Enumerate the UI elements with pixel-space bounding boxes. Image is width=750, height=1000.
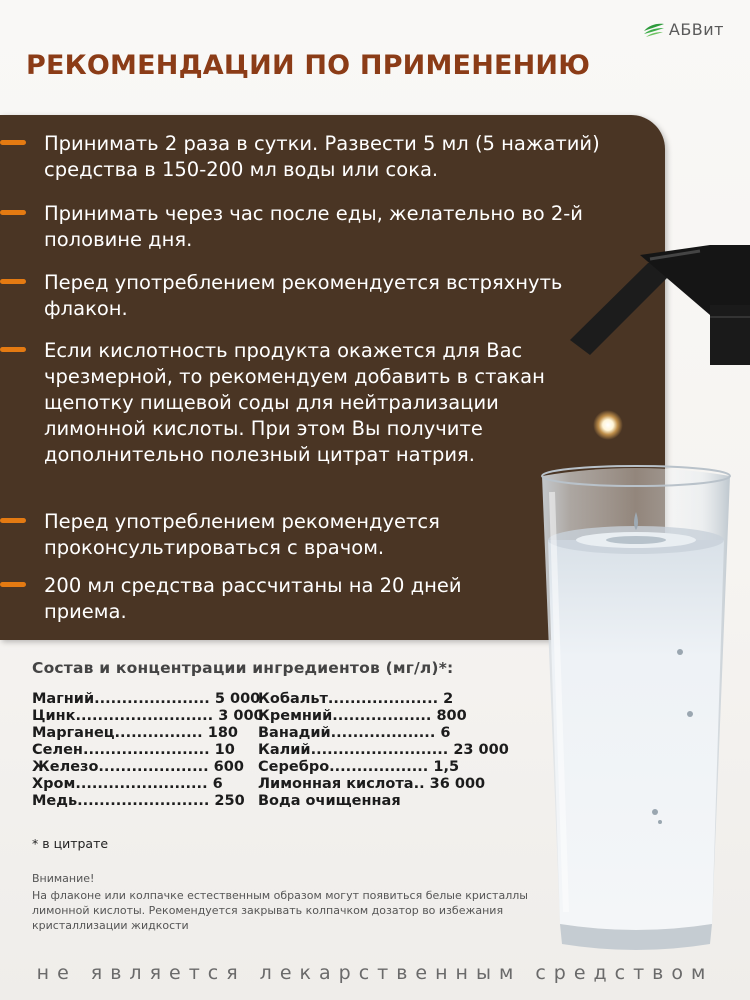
- ingredient-row: Ванадий................... 6: [258, 725, 451, 741]
- composition-title: Состав и концентрации ингредиентов (мг/л)*:: [32, 659, 454, 677]
- instruction-item: 200 мл средства рассчитаны на 20 дней приема.: [44, 574, 462, 623]
- ingredient-row: Хром........................ 6: [32, 776, 223, 792]
- brand-logo: [643, 20, 724, 39]
- ingredient-row: Калий......................... 23 000: [258, 742, 509, 758]
- ingredient-row: Селен....................... 10: [32, 742, 235, 758]
- bullet-marker: [0, 347, 26, 352]
- page-title: РЕКОМЕНДАЦИИ ПО ПРИМЕНЕНИЮ: [26, 50, 591, 81]
- instruction-item: Перед употреблением рекомендуется проконсультироваться с врачом.: [44, 510, 440, 559]
- instruction-item: Перед употреблением рекомендуется встряхнуть флакон.: [44, 271, 563, 320]
- warning-text: На флаконе или колпачке естественным образом могут появиться белые кристаллы лимонной кислоты. Рекомендуется закрывать колпачком дозатор во избежания кристаллизации жидкости: [32, 889, 528, 932]
- bullet-marker: [0, 140, 26, 145]
- bullet-marker: [0, 279, 26, 284]
- ingredient-row: Вода очищенная: [258, 793, 401, 809]
- ingredient-row: Магний..................... 5 000: [32, 691, 261, 707]
- sparkle-icon: [593, 410, 623, 440]
- water-glass-image: [530, 462, 742, 952]
- bullet-marker: [0, 582, 26, 587]
- spray-bottle-image: [560, 245, 750, 365]
- instruction-item: Если кислотность продукта окажется для Вас чрезмерной, то рекомендуем добавить в стакан щепотку пищевой соды для нейтрализации лимонной кислоты. При этом Вы получите дополнительно полезный цитрат натрия.: [44, 339, 545, 466]
- instruction-item: Принимать через час после еды, желательно во 2-й половине дня.: [44, 202, 583, 251]
- ingredient-row: Кремний.................. 800: [258, 708, 467, 724]
- leaf-logo-icon: [643, 22, 665, 38]
- bullet-marker: [0, 518, 26, 523]
- ingredient-row: Лимонная кислота.. 36 000: [258, 776, 486, 792]
- instruction-item: Принимать 2 раза в сутки. Развести 5 мл (5 нажатий) средства в 150-200 мл воды или сока.: [44, 132, 600, 181]
- brand-name: АБВит: [668, 20, 724, 39]
- warning-title: Внимание!: [32, 872, 95, 885]
- bullet-marker: [0, 210, 26, 215]
- disclaimer: не является лекарственным средством: [36, 962, 714, 984]
- ingredient-row: Марганец................ 180: [32, 725, 239, 741]
- ingredient-row: Цинк......................... 3 000: [32, 708, 264, 724]
- ingredient-row: Серебро.................. 1,5: [258, 759, 460, 775]
- footnote: * в цитрате: [32, 836, 109, 851]
- ingredient-row: Кобальт.................... 2: [258, 691, 454, 707]
- ingredient-row: Медь........................ 250: [32, 793, 245, 809]
- ingredient-row: Железо.................... 600: [32, 759, 244, 775]
